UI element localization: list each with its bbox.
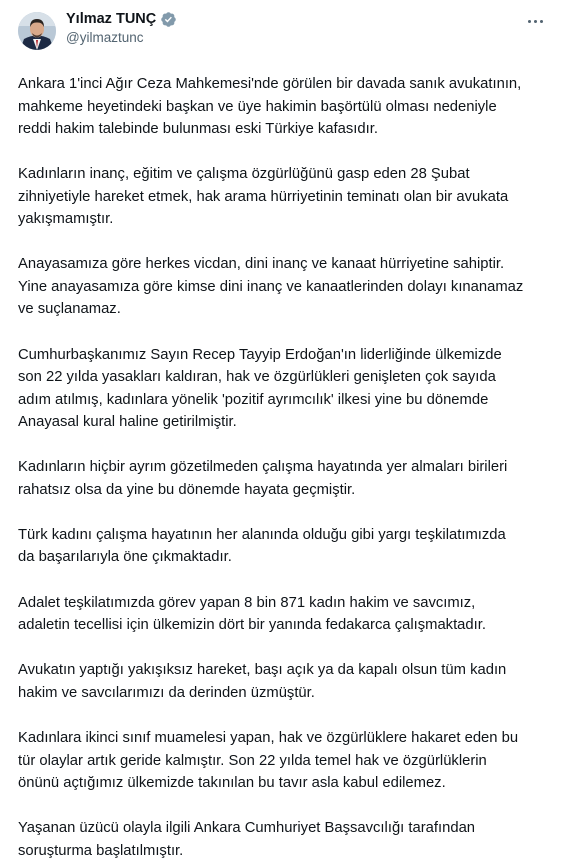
more-options-icon[interactable] bbox=[524, 12, 546, 30]
author-name-row[interactable] bbox=[66, 10, 177, 28]
tweet-paragraph: Avukatın yaptığı yakışıksız hareket, başı açık ya da kapalı olsun tüm kadın hakim ve savcılarımızı da derinden üzmüştür. bbox=[18, 662, 507, 701]
author-name[interactable]: Yılmaz TUNÇ bbox=[66, 11, 157, 27]
author-handle[interactable]: @yilmaztunc bbox=[66, 30, 144, 45]
tweet-text bbox=[18, 73, 548, 862]
tweet-paragraph: Adalet teşkilatımızda görev yapan 8 bin 871 kadın hakim ve savcımız, adaletin tecellisi için ülkemizin dört bir yanında fedakarca çalışmaktadır. bbox=[18, 594, 486, 634]
avatar[interactable] bbox=[18, 12, 56, 50]
tweet-paragraph: Anayasamıza göre herkes vicdan, dini inanç ve kanaat hürriyetine sahiptir. Yine anayasamıza göre kimse dini inanç ve kanaatlerinden dolayı kınanamaz ve suçlanamaz. bbox=[18, 256, 524, 318]
tweet-paragraph: Kadınların hiçbir ayrım gözetilmeden çalışma hayatında yer almaları birileri rahatsız olsa da yine bu dönemde hayata geçmiştir. bbox=[18, 459, 508, 498]
tweet-header bbox=[18, 10, 548, 58]
tweet-paragraph: Kadınlara ikinci sınıf muamelesi yapan, hak ve özgürlüklere hakaret eden bu tür olaylar artık geride kalmıştır. Son 22 yılda temel hak ve özgürlüklerin önünü açtığımız ülkemizde takınılan bu tavır asla kabul edilemez. bbox=[18, 730, 519, 791]
author-block bbox=[66, 10, 177, 47]
tweet-paragraph: Türk kadını çalışma hayatının her alanında olduğu gibi yargı teşkilatımızda da başarılarıyla öne çıkmaktadır. bbox=[18, 526, 506, 566]
tweet-paragraph: Cumhurbaşkanımız Sayın Recep Tayyip Erdoğan'ın liderliğinde ülkemizde son 22 yılda yasakları kaldıran, hak ve özgürlükleri genişleten çok sayıda adım atılmış, kadınlara yönelik 'pozitif ayrımcılık' ilkesi yine bu dönemde Anayasal kural haline getirilmiştir. bbox=[18, 346, 502, 431]
verified-badge-icon bbox=[160, 11, 177, 28]
tweet-paragraph: Ankara 1'inci Ağır Ceza Mahkemesi'nde görülen bir davada sanık avukatının, mahkeme heyetindeki başkan ve üye hakimin başörtülü olması nedeniyle reddi hakim talebinde bulunması eski Türkiye kafasıdır. bbox=[18, 76, 522, 137]
avatar-image bbox=[18, 12, 56, 50]
tweet-paragraph: Kadınların inanç, eğitim ve çalışma özgürlüğünü gasp eden 28 Şubat zihniyetiyle hareket etmek, hak arama hürriyetinin teminatı olan bir avukata yakışmamıştır. bbox=[18, 166, 509, 228]
tweet-paragraph: Yaşanan üzücü olayla ilgili Ankara Cumhuriyet Başsavcılığı tarafından soruşturma başlatılmıştır. bbox=[18, 820, 476, 859]
